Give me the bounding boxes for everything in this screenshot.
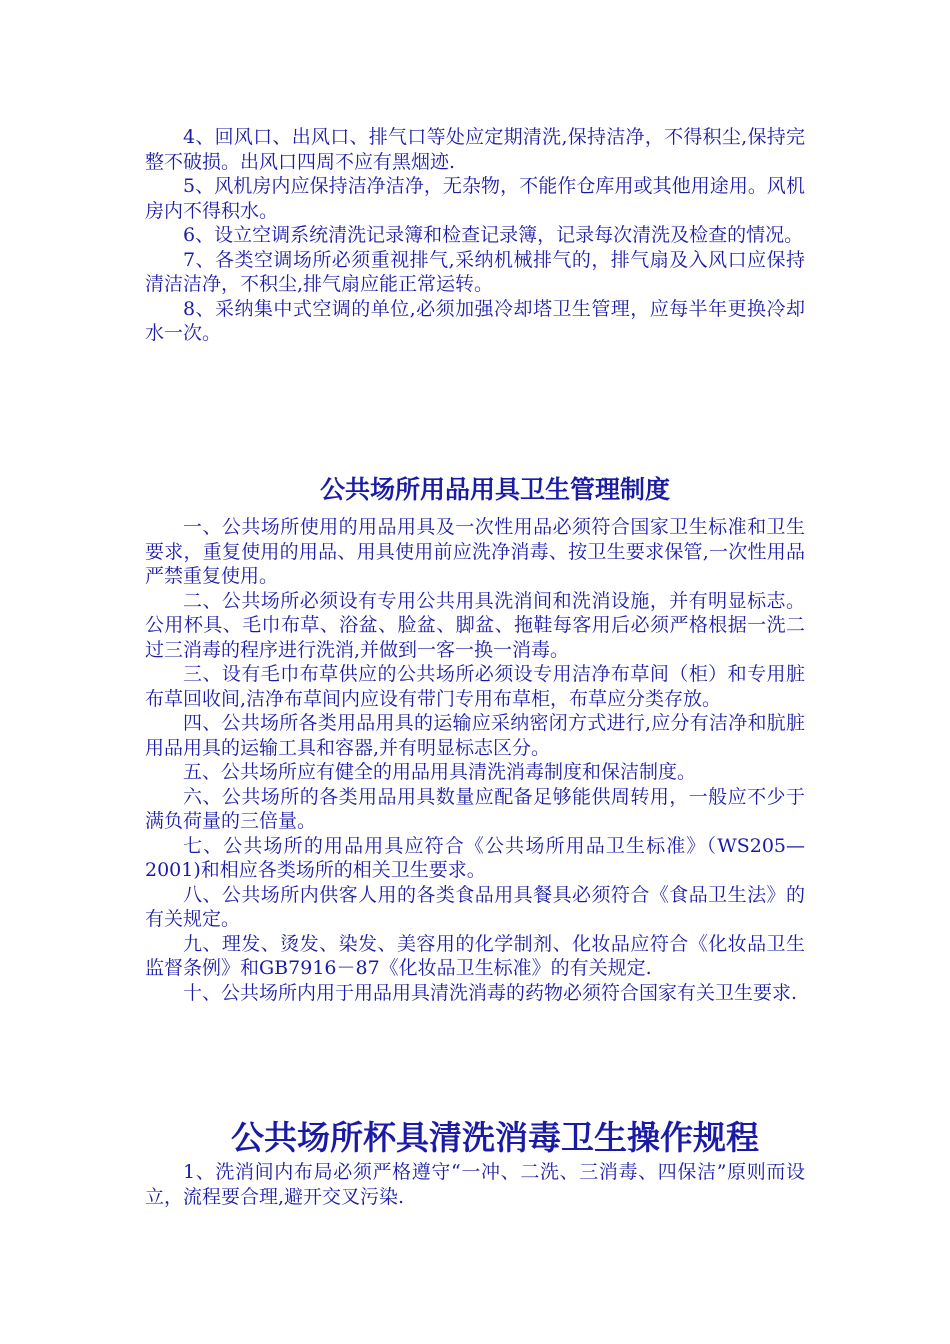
paragraph: 四、公共场所各类用品用具的运输应采纳密闭方式进行,应分有洁净和肮脏用品用具的运输工具和容器,并有明显标志区分。: [145, 712, 805, 759]
paragraph: 三、设有毛巾布草供应的公共场所必须设专用洁净布草间（柜）和专用脏布草回收间,洁净布草间内应设有带门专用布草柜，布草应分类存放。: [145, 663, 805, 710]
paragraph: 七、公共场所的用品用具应符合《公共场所用品卫生标准》（WS205—2001)和相应各类场所的相关卫生要求。: [145, 834, 805, 881]
paragraph: 八、公共场所内供客人用的各类食品用具餐具必须符合《食品卫生法》的有关规定。: [145, 883, 805, 930]
paragraph: 六、公共场所的各类用品用具数量应配备足够能供周转用，一般应不少于满负荷量的三倍量。: [145, 785, 805, 832]
section-air-conditioning-rules: [145, 125, 805, 346]
paragraph: 7、各类空调场所必须重视排气,采纳机械排气的，排气扇及入风口应保持清洁洁净，不积尘,排气扇应能正常运转。: [145, 248, 805, 295]
paragraph: 九、理发、烫发、染发、美容用的化学制剂、化妆品应符合《化妆品卫生监督条例》和GB7916－87《化妆品卫生标准》的有关规定.: [145, 932, 805, 979]
paragraph: 一、公共场所使用的用品用具及一次性用品必须符合国家卫生标准和卫生要求，重复使用的用品、用具使用前应洗净消毒、按卫生要求保管,一次性用品严禁重复使用。: [145, 516, 805, 587]
section-title-supplies-management: 公共场所用品用具卫生管理制度: [319, 475, 670, 504]
section-supplies-management: [145, 515, 805, 1005]
paragraph: 1、洗消间内布局必须严格遵守“一冲、二洗、三消毒、四保洁”原则而设立，流程要合理,避开交叉污染.: [145, 1161, 805, 1208]
section-cup-disinfection: [145, 1160, 805, 1209]
paragraph: 5、风机房内应保持洁净洁净，无杂物，不能作仓库用或其他用途用。风机房内不得积水。: [145, 175, 805, 222]
paragraph: 4、回风口、出风口、排气口等处应定期清洗,保持洁净，不得积尘,保持完整不破损。出风口四周不应有黑烟迹.: [145, 126, 805, 173]
paragraph: 五、公共场所应有健全的用品用具清洗消毒制度和保洁制度。: [183, 761, 697, 783]
paragraph: 8、采纳集中式空调的单位,必须加强冷却塔卫生管理，应每半年更换冷却水一次。: [145, 297, 805, 344]
paragraph: 6、设立空调系统清洗记录簿和检查记录簿，记录每次清洗及检查的情况。: [183, 224, 804, 246]
section-title-cup-disinfection: 公共场所杯具清洗消毒卫生操作规程: [231, 1118, 759, 1157]
paragraph: 十、公共场所内用于用品用具清洗消毒的药物必须符合国家有关卫生要求.: [183, 981, 798, 1004]
paragraph: 二、公共场所必须设有专用公共用具洗消间和洗消设施，并有明显标志。公用杯具、毛巾布草、浴盆、脸盆、脚盆、拖鞋每客用后必须严格根据一洗二过三消毒的程序进行洗消,并做到一客一换一消毒。: [145, 589, 805, 661]
